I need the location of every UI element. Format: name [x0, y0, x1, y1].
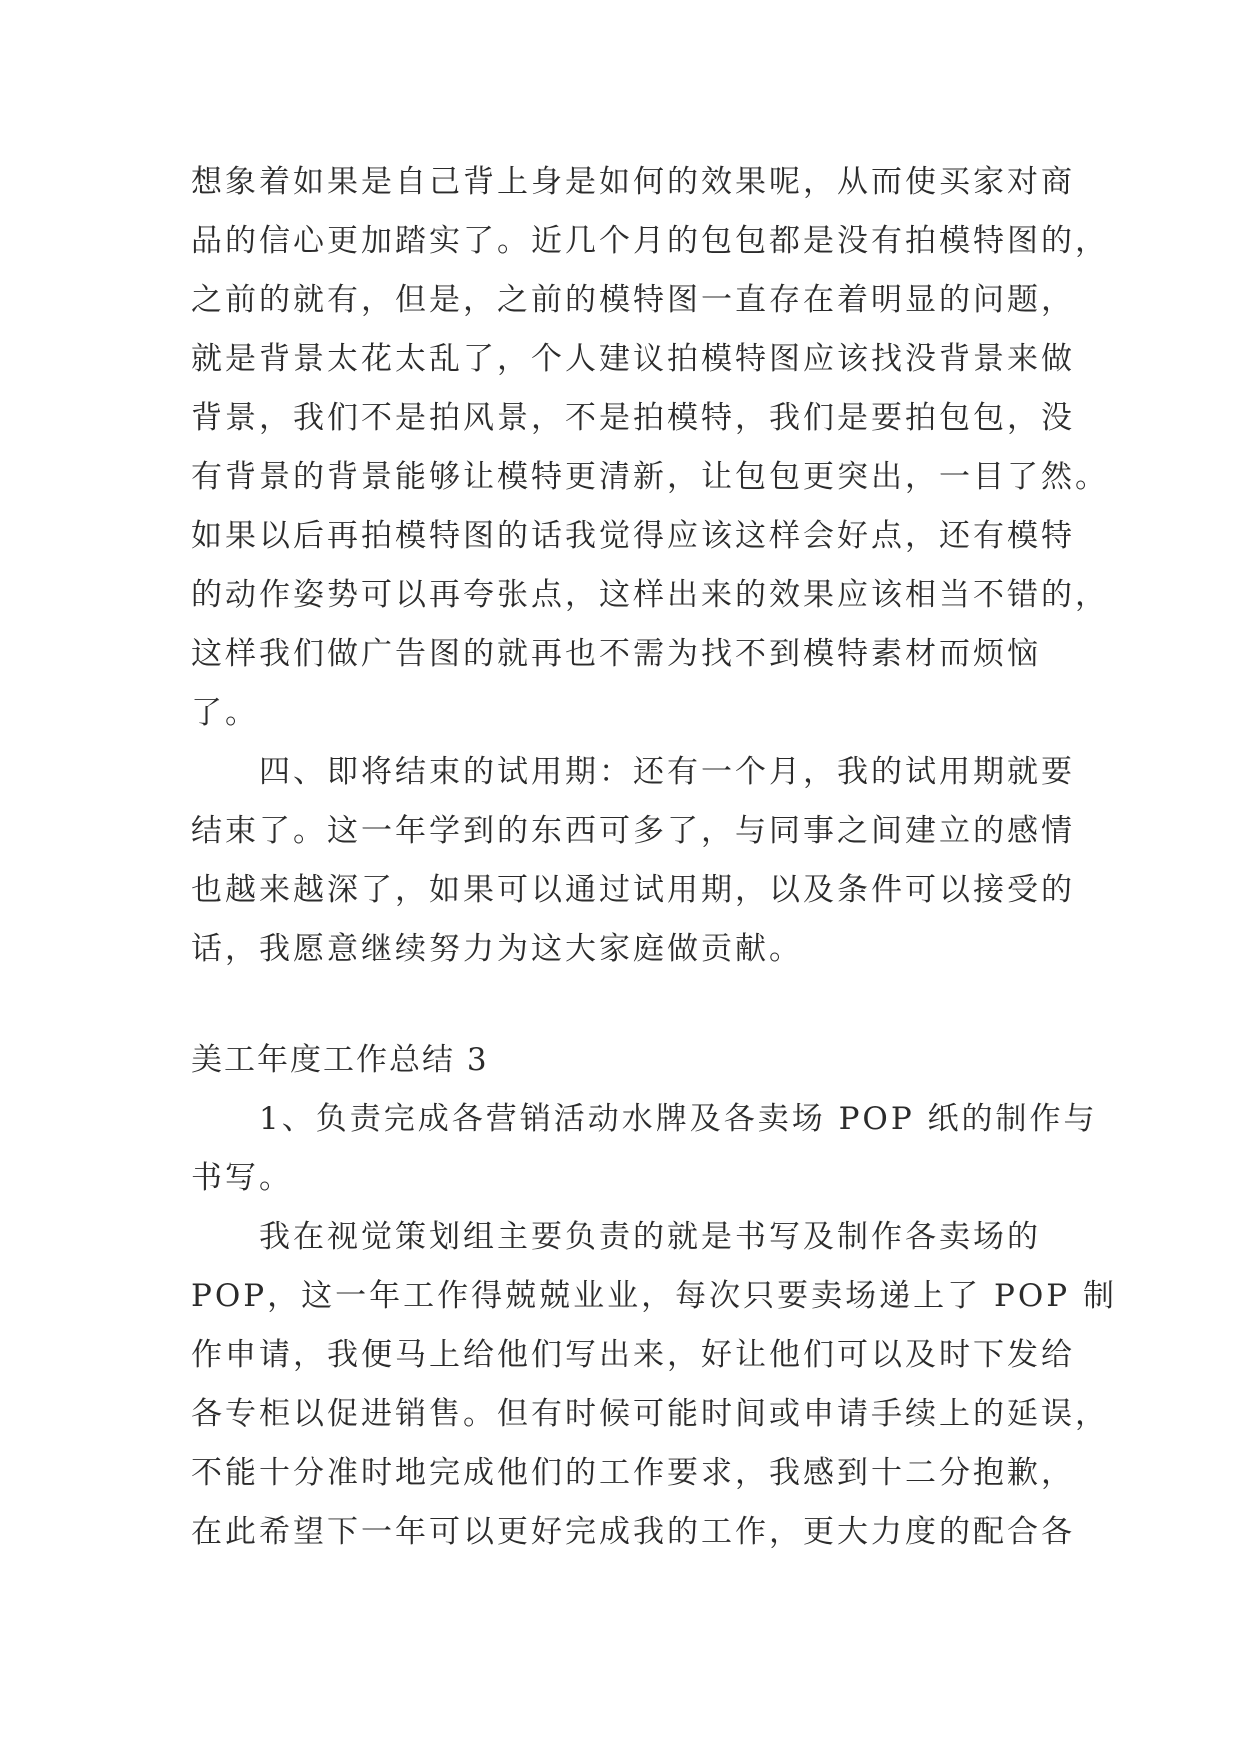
paragraph-start-line: 四、即将结束的试用期：还有一个月，我的试用期就要: [259, 754, 1075, 790]
text-line: 的动作姿势可以再夸张点，这样出来的效果应该相当不错的，: [191, 577, 1109, 613]
body-text-block-1: [191, 153, 1109, 979]
text-line: 不能十分准时地完成他们的工作要求，我感到十二分抱歉，: [191, 1455, 1075, 1491]
paragraph-start-line: 1、负责完成各营销活动水牌及各卖场 POP 纸的制作与: [259, 1101, 1098, 1137]
text-line: 品的信心更加踏实了。近几个月的包包都是没有拍模特图的，: [191, 223, 1109, 259]
text-line: 在此希望下一年可以更好完成我的工作，更大力度的配合各: [191, 1514, 1075, 1550]
text-line: 话，我愿意继续努力为这大家庭做贡献。: [191, 931, 803, 967]
paragraph-start-line: 我在视觉策划组主要负责的就是书写及制作各卖场的: [259, 1219, 1041, 1255]
text-line: 各专柜以促进销售。但有时候可能时间或申请手续上的延误，: [191, 1396, 1109, 1432]
text-line: 结束了。这一年学到的东西可多了，与同事之间建立的感情: [191, 813, 1075, 849]
text-line: 这样我们做广告图的就再也不需为找不到模特素材而烦恼: [191, 636, 1041, 672]
section-heading: 美工年度工作总结 3: [191, 1042, 489, 1078]
text-line: 之前的就有，但是，之前的模特图一直存在着明显的问题，: [191, 282, 1075, 318]
text-line: 也越来越深了，如果可以通过试用期，以及条件可以接受的: [191, 872, 1075, 908]
text-line: POP，这一年工作得兢兢业业，每次只要卖场递上了 POP 制: [191, 1278, 1117, 1314]
text-line: 背景，我们不是拍风景，不是拍模特，我们是要拍包包，没: [191, 400, 1075, 436]
text-line: 作申请，我便马上给他们写出来，好让他们可以及时下发给: [191, 1337, 1075, 1373]
text-line: 有背景的背景能够让模特更清新，让包包更突出，一目了然。: [191, 459, 1109, 495]
text-line: 书写。: [191, 1160, 293, 1196]
body-text-block-2: [191, 1031, 1117, 1562]
text-line: 如果以后再拍模特图的话我觉得应该这样会好点，还有模特: [191, 518, 1075, 554]
text-line: 就是背景太花太乱了，个人建议拍模特图应该找没背景来做: [191, 341, 1075, 377]
text-line: 了。: [191, 695, 259, 731]
text-line: 想象着如果是自己背上身是如何的效果呢，从而使买家对商: [191, 164, 1075, 200]
